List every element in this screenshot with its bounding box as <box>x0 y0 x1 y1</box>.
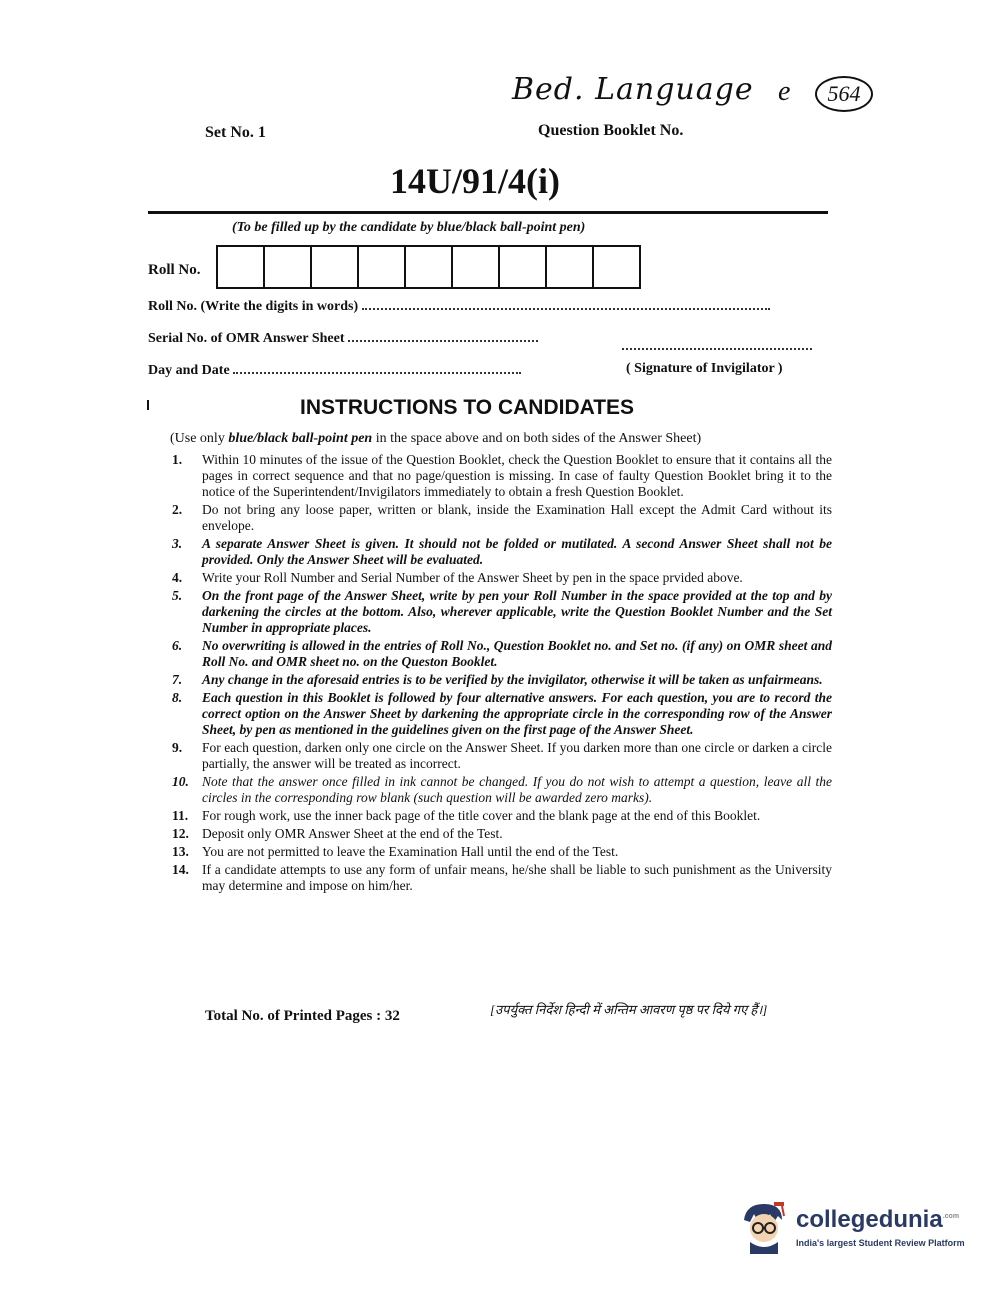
instruction-text: Any change in the aforesaid entries is to be verified by the invigilator, otherwise it will be taken as unfairmeans. <box>202 672 823 687</box>
instruction-number: 2. <box>172 502 183 517</box>
serial-no-field[interactable] <box>348 330 538 342</box>
instruction-number: 7. <box>172 672 183 687</box>
paper-code: 14U/91/4(i) <box>390 161 560 201</box>
instruction-number: 11. <box>172 808 189 823</box>
instruction-number: 10. <box>172 774 189 789</box>
handwritten-letter: e <box>778 76 791 107</box>
instruction-number: 6. <box>172 638 183 653</box>
instruction-number: 1. <box>172 452 183 467</box>
instruction-text: Within 10 minutes of the issue of the Question Booklet, check the Question Booklet to ensure that it contains all the pages in correct sequence and that no page/question is missing. In case of faulty Question Booklet bring it to the notice of the Superintendent/Invigilators immediately to obtain a fresh Question Booklet. <box>202 452 832 499</box>
instruction-item <box>170 862 832 894</box>
instruction-item <box>170 774 832 806</box>
logo-tagline: India's largest Student Review Platform <box>796 1238 965 1248</box>
instruction-item <box>170 502 832 534</box>
instruction-text: Each question in this Booklet is followed by four alternative answers. For each question, you are to record the correct option on the Answer Sheet by darkening the appropriate circle in the corresponding row of the Answer Sheet, by pen as mentioned in the guidelines given on the first page of the Answer Sheet. <box>202 690 832 737</box>
serial-no-row <box>148 330 538 347</box>
set-number: Set No. 1 <box>205 124 266 141</box>
instruction-number: 8. <box>172 690 183 705</box>
total-pages: Total No. of Printed Pages : 32 <box>205 1008 400 1024</box>
roll-digit-box[interactable] <box>547 247 594 287</box>
instruction-item <box>170 740 832 772</box>
fill-instruction: (To be filled up by the candidate by blue/black ball-point pen) <box>232 220 586 235</box>
instruction-text: A separate Answer Sheet is given. It should not be folded or mutilated. A second Answer Sheet shall not be provided. Only the Answer Sheet will be evaluated. <box>202 536 832 567</box>
instruction-number: 13. <box>172 844 189 859</box>
instruction-item <box>170 638 832 670</box>
logo-name <box>796 1206 959 1234</box>
header-divider <box>148 211 828 214</box>
logo-wordmark: collegedunia <box>796 1206 943 1233</box>
instructions-title: INSTRUCTIONS TO CANDIDATES <box>300 396 635 419</box>
signature-label: ( Signature of Invigilator ) <box>626 361 783 376</box>
roll-words-row <box>148 298 770 315</box>
roll-digit-box[interactable] <box>218 247 265 287</box>
day-date-label: Day and Date <box>148 363 230 378</box>
instruction-number: 3. <box>172 536 183 551</box>
mascot-icon <box>736 1198 792 1254</box>
roll-words-field[interactable] <box>362 298 770 310</box>
roll-digit-box[interactable] <box>359 247 406 287</box>
intro-suffix: in the space above and on both sides of the Answer Sheet) <box>372 431 702 446</box>
handwritten-code: 564 <box>815 76 873 112</box>
question-booklet-number-label: Question Booklet No. <box>538 122 684 139</box>
day-date-field[interactable] <box>233 362 521 374</box>
instruction-text: Do not bring any loose paper, written or blank, inside the Examination Hall except the Admit Card without its envelope. <box>202 502 832 533</box>
instruction-item <box>170 452 832 500</box>
instruction-item <box>170 808 832 824</box>
instruction-text: On the front page of the Answer Sheet, write by pen your Roll Number in the space provided at the top and by darkening the circles at the bottom. Also, wherever applicable, write the Question Booklet Number and the Set Number in appropriate places. <box>202 588 832 635</box>
instruction-item <box>170 826 832 842</box>
instruction-number: 12. <box>172 826 189 841</box>
collegedunia-logo <box>736 1198 966 1260</box>
intro-emphasis: blue/black ball-point pen <box>228 431 373 446</box>
instruction-number: 5. <box>172 588 183 603</box>
intro-prefix: (Use only <box>170 431 229 446</box>
handwritten-text: Bed. Language <box>512 72 754 107</box>
instruction-text: For rough work, use the inner back page of the title cover and the blank page at the end of this Booklet. <box>202 808 761 823</box>
roll-digit-box[interactable] <box>312 247 359 287</box>
hindi-note: [उपर्युक्त निर्देश हिन्दी में अन्तिम आवरण पृष्ठ पर दिये गए हैं।] <box>490 1002 768 1017</box>
instruction-item <box>170 690 832 738</box>
instruction-text: Write your Roll Number and Serial Number of the Answer Sheet by pen in the space prvided above. <box>202 570 743 585</box>
roll-words-label: Roll No. (Write the digits in words) <box>148 299 359 314</box>
roll-digit-box[interactable] <box>265 247 312 287</box>
signature-field[interactable] <box>622 342 812 350</box>
instruction-item <box>170 588 832 636</box>
day-date-row <box>148 362 521 379</box>
instruction-item <box>170 536 832 568</box>
instruction-item <box>170 672 832 688</box>
instruction-text: Note that the answer once filled in ink cannot be changed. If you do not wish to attempt a question, leave all the circles in the corresponding row blank (such question will be awarded zero marks). <box>202 774 832 805</box>
instruction-text: You are not permitted to leave the Examination Hall until the end of the Test. <box>202 844 619 859</box>
instruction-text: No overwriting is allowed in the entries of Roll No., Question Booklet no. and Set no. (if any) on OMR sheet and Roll No. and OMR sheet no. on the Queston Booklet. <box>202 638 832 669</box>
roll-number-label: Roll No. <box>148 262 201 278</box>
instruction-number: 14. <box>172 862 189 877</box>
handwritten-annotation <box>490 68 890 118</box>
instruction-item <box>170 844 832 860</box>
roll-digit-box[interactable] <box>594 247 639 287</box>
instruction-number: 9. <box>172 740 183 755</box>
instruction-item <box>170 570 832 586</box>
roll-number-boxes[interactable] <box>216 245 641 289</box>
instruction-text: Deposit only OMR Answer Sheet at the end of the Test. <box>202 826 503 841</box>
margin-tick <box>147 400 149 410</box>
roll-digit-box[interactable] <box>406 247 453 287</box>
instructions-intro <box>170 431 701 447</box>
instruction-text: If a candidate attempts to use any form of unfair means, he/she shall be liable to such punishment as the University may determine and impose on him/her. <box>202 862 832 893</box>
instruction-number: 4. <box>172 570 183 585</box>
roll-digit-box[interactable] <box>453 247 500 287</box>
serial-no-label: Serial No. of OMR Answer Sheet <box>148 331 345 346</box>
roll-digit-box[interactable] <box>500 247 547 287</box>
logo-suffix: .com <box>942 1213 960 1220</box>
instruction-text: For each question, darken only one circle on the Answer Sheet. If you darken more than one circle or darken a circle partially, the answer will be treated as incorrect. <box>202 740 832 771</box>
instructions-list <box>170 452 832 896</box>
